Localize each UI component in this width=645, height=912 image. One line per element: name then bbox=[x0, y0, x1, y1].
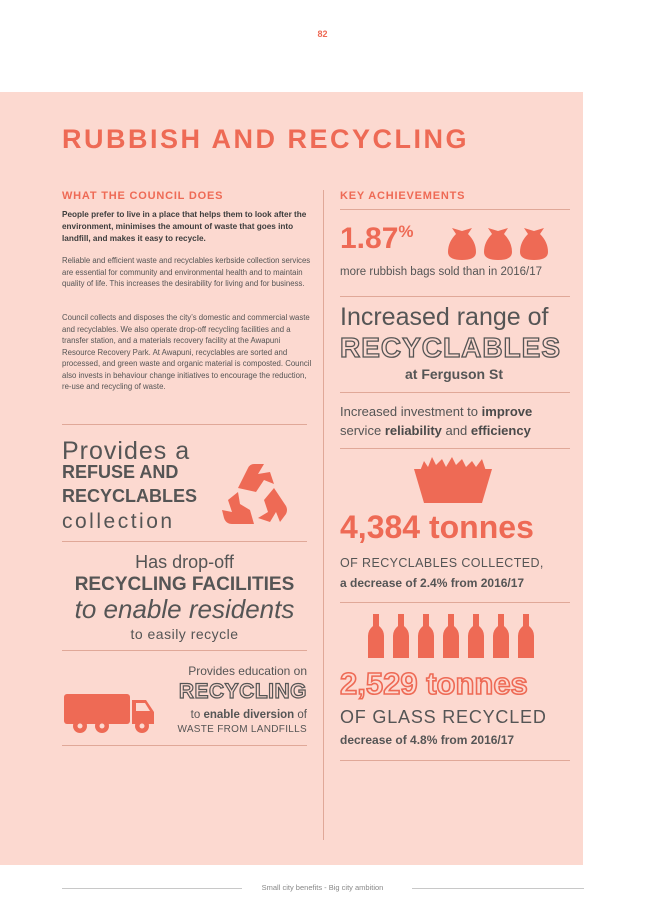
recycling-facilities-text: RECYCLING FACILITIES bbox=[74, 574, 295, 595]
bottle-icon bbox=[368, 614, 384, 658]
truck-icon bbox=[62, 688, 156, 734]
provides-a-text: Provides a bbox=[62, 437, 191, 465]
provides-education-text: Provides education on bbox=[188, 664, 307, 678]
of-recyclables-collected-text: OF RECYCLABLES COLLECTED, bbox=[340, 556, 544, 570]
recycling-basket-icon bbox=[412, 455, 494, 505]
enable-diversion-text: enable diversion bbox=[203, 709, 295, 721]
waste-from-landfills-text: WASTE FROM LANDFILLS bbox=[177, 724, 307, 735]
refuse-and-text: REFUSE AND bbox=[62, 462, 179, 482]
divider bbox=[340, 448, 570, 449]
column-divider bbox=[323, 190, 324, 840]
efficiency-text: efficiency bbox=[470, 423, 531, 438]
basket-body bbox=[414, 469, 492, 503]
recyclables-text: RECYCLABLES bbox=[62, 486, 198, 506]
recycle-arrow-right bbox=[258, 488, 287, 522]
right-column-heading: KEY ACHIEVEMENTS bbox=[340, 190, 466, 202]
recycle-icon bbox=[218, 458, 294, 534]
left-paragraph-1: Reliable and efficient waste and recyclables kerbside collection services are essential for community and environmental health and to maintain quality of life. This increases the desirability for living and for business. bbox=[62, 256, 311, 288]
rubbish-bags-caption: more rubbish bags sold than in 2016/17 bbox=[340, 266, 543, 278]
bottle-icon bbox=[493, 614, 509, 658]
of-word: of bbox=[297, 709, 307, 721]
divider bbox=[62, 424, 307, 425]
basket-contents bbox=[420, 457, 486, 471]
bottle-icon bbox=[468, 614, 484, 658]
footer-tagline: Small city benefits - Big city ambition bbox=[261, 883, 384, 892]
divider bbox=[340, 392, 570, 393]
bottle-icon bbox=[418, 614, 434, 658]
increased-range-text: Increased range of bbox=[340, 303, 549, 331]
rubbish-bag-icon bbox=[448, 228, 476, 260]
improve-text: improve bbox=[481, 404, 533, 419]
divider bbox=[62, 541, 307, 542]
collection-text: collection bbox=[62, 510, 175, 533]
divider bbox=[62, 745, 307, 746]
reliability-text: reliability bbox=[384, 423, 442, 438]
page-number: 82 bbox=[317, 29, 328, 39]
divider bbox=[340, 602, 570, 603]
divider bbox=[340, 209, 570, 210]
glass-decrease-text: decrease of 4.8% from 2016/17 bbox=[340, 733, 515, 747]
to-enable-residents-text: to enable residents bbox=[74, 594, 295, 624]
recycle-arrow-left bbox=[222, 492, 254, 524]
ferguson-st-text: at Ferguson St bbox=[404, 366, 503, 382]
truck-body bbox=[64, 694, 130, 724]
of-glass-recycled-text: OF GLASS RECYCLED bbox=[340, 707, 547, 727]
bottle-icon bbox=[518, 614, 534, 658]
left-column-heading: WHAT THE COUNCIL DOES bbox=[62, 190, 224, 202]
percent-sign: % bbox=[398, 222, 414, 241]
to-word: to bbox=[190, 709, 201, 721]
glass-bottles-icon bbox=[368, 612, 538, 660]
bottle-icon bbox=[443, 614, 459, 658]
rubbish-bag-icons bbox=[446, 226, 550, 262]
easily-recycle-text: to easily recycle bbox=[130, 626, 239, 642]
left-paragraph-2: Council collects and disposes the city’s domestic and commercial waste and recyclables. We also operate drop-off recycling facilities and a transfer station, and a materials recovery facility at the Awapuni Resource Recovery Park. At Awapuni, recyclables are sorted and processed, and green waste and organic material is composted. Council also invests in behaviour change initiatives to encourage the reduction, re-use and recycling of waste. bbox=[62, 313, 312, 391]
recycle-arrow-top bbox=[238, 464, 274, 492]
recycling-outline-text: RECYCLING bbox=[178, 680, 307, 703]
recyclables-decrease-text: a decrease of 2.4% from 2016/17 bbox=[340, 576, 525, 590]
left-lead-paragraph: People prefer to live in a place that helps them to look after the environment, minimises the amount of waste that goes into landfill, and makes it easy to recycle. bbox=[62, 210, 307, 243]
rubbish-bags-percent: 1.87% bbox=[340, 222, 414, 255]
page-title: RUBBISH AND RECYCLING bbox=[62, 124, 470, 154]
rubbish-bag-icon bbox=[484, 228, 512, 260]
rubbish-bag-icon bbox=[520, 228, 548, 260]
has-drop-off-text: Has drop-off bbox=[135, 552, 234, 572]
divider bbox=[340, 296, 570, 297]
investment-line-2: service reliability and efficiency bbox=[340, 423, 531, 438]
divider bbox=[62, 650, 307, 651]
investment-line-1: Increased investment to improve bbox=[340, 404, 533, 419]
recyclables-outline-text: RECYCLABLES bbox=[340, 332, 562, 363]
divider bbox=[340, 760, 570, 761]
bottle-icon bbox=[393, 614, 409, 658]
glass-tonnes: 2,529 tonnes bbox=[340, 666, 528, 701]
enable-diversion-line bbox=[150, 709, 307, 721]
recyclables-tonnes: 4,384 tonnes bbox=[340, 509, 534, 545]
